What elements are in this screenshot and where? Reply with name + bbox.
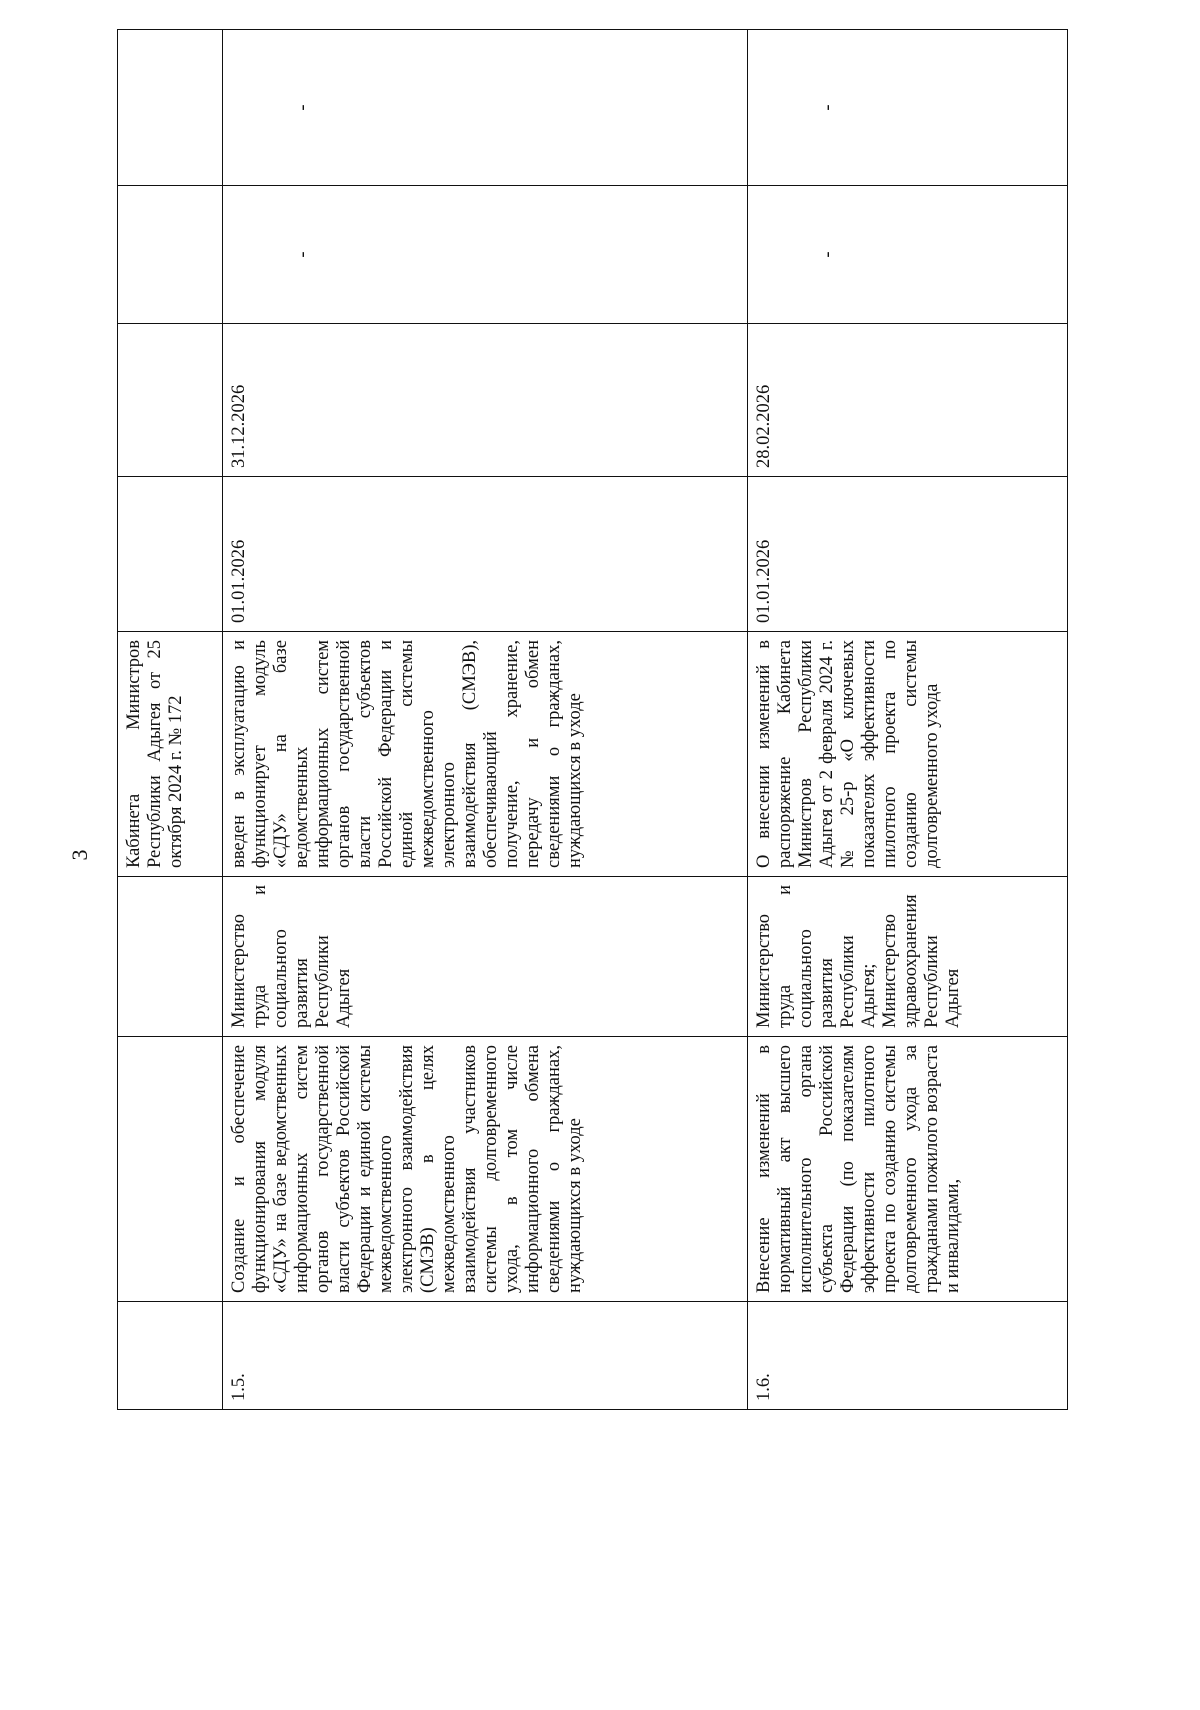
cell-col8 xyxy=(748,30,1068,186)
cell-result: введен в эксплуатацию и функционирует модуль «СДУ» на базе ведомственных информационных систем органов государственной власти субъектов Российской Федерации и единой системы межведомственного электронного взаимодействия (СМЭВ), обеспечивающий получение, хранение, передачу и обмен сведениями о гражданах, нуждающихся в уходе xyxy=(223,632,748,877)
cell-start xyxy=(118,477,223,632)
cell-executor: Министерство труда и социального развития Республики Адыгея xyxy=(223,877,748,1037)
table-row-1-6 xyxy=(748,30,1068,1410)
cell-basis: Кабинета Министров Республики Адыгея от 25 октября 2024 г. № 172 xyxy=(118,632,223,877)
cell-num: 1.6. xyxy=(748,1302,1068,1410)
dash: - xyxy=(818,251,838,258)
cell-result: О внесении изменений в распоряжение Кабинета Министров Республики Адыгея от 2 февраля 2024 г. № 25-р «О ключевых показателях эффективности пилотного проекта по созданию системы долговременного ухода xyxy=(748,632,1068,877)
dash: - xyxy=(293,251,313,258)
rotated-table-container xyxy=(117,30,1067,1410)
cell-col7 xyxy=(748,186,1068,324)
cell-start: 01.01.2026 xyxy=(748,477,1068,632)
cell-num xyxy=(118,1302,223,1410)
dash: - xyxy=(818,104,838,111)
cell-col7 xyxy=(223,186,748,324)
cell-col8 xyxy=(118,30,223,186)
cell-name: Внесение изменений в нормативный акт высшего исполнительного органа субъекта Российской Федерации (по показателям эффективности пилотного проекта по созданию системы долговременного ухода за гражданами пожилого возраста и инвалидами, xyxy=(748,1037,1068,1302)
page-number: 3 xyxy=(67,849,92,861)
table-row-continuation xyxy=(118,30,223,1410)
cell-col7 xyxy=(118,186,223,324)
dash: - xyxy=(293,104,313,111)
table-row-1-5 xyxy=(223,30,748,1410)
cell-start: 01.01.2026 xyxy=(223,477,748,632)
cell-end xyxy=(118,324,223,477)
measures-table xyxy=(117,29,1068,1410)
cell-executor xyxy=(118,877,223,1037)
cell-end: 28.02.2026 xyxy=(748,324,1068,477)
cell-num: 1.5. xyxy=(223,1302,748,1410)
cell-name xyxy=(118,1037,223,1302)
cell-name: Создание и обеспечение функционирования модуля «СДУ» на базе ведомственных информационных систем органов государственной власти субъектов Российской Федерации и единой системы межведомственного электронного взаимодействия (СМЭВ) в целях межведомственного взаимодействия участников системы долговременного ухода, в том числе информационного обмена сведениями о гражданах, нуждающихся в уходе xyxy=(223,1037,748,1302)
cell-executor: Министерство труда и социального развития Республики Адыгея; Министерство здравоохранения Республики Адыгея xyxy=(748,877,1068,1037)
cell-col8 xyxy=(223,30,748,186)
cell-end: 31.12.2026 xyxy=(223,324,748,477)
